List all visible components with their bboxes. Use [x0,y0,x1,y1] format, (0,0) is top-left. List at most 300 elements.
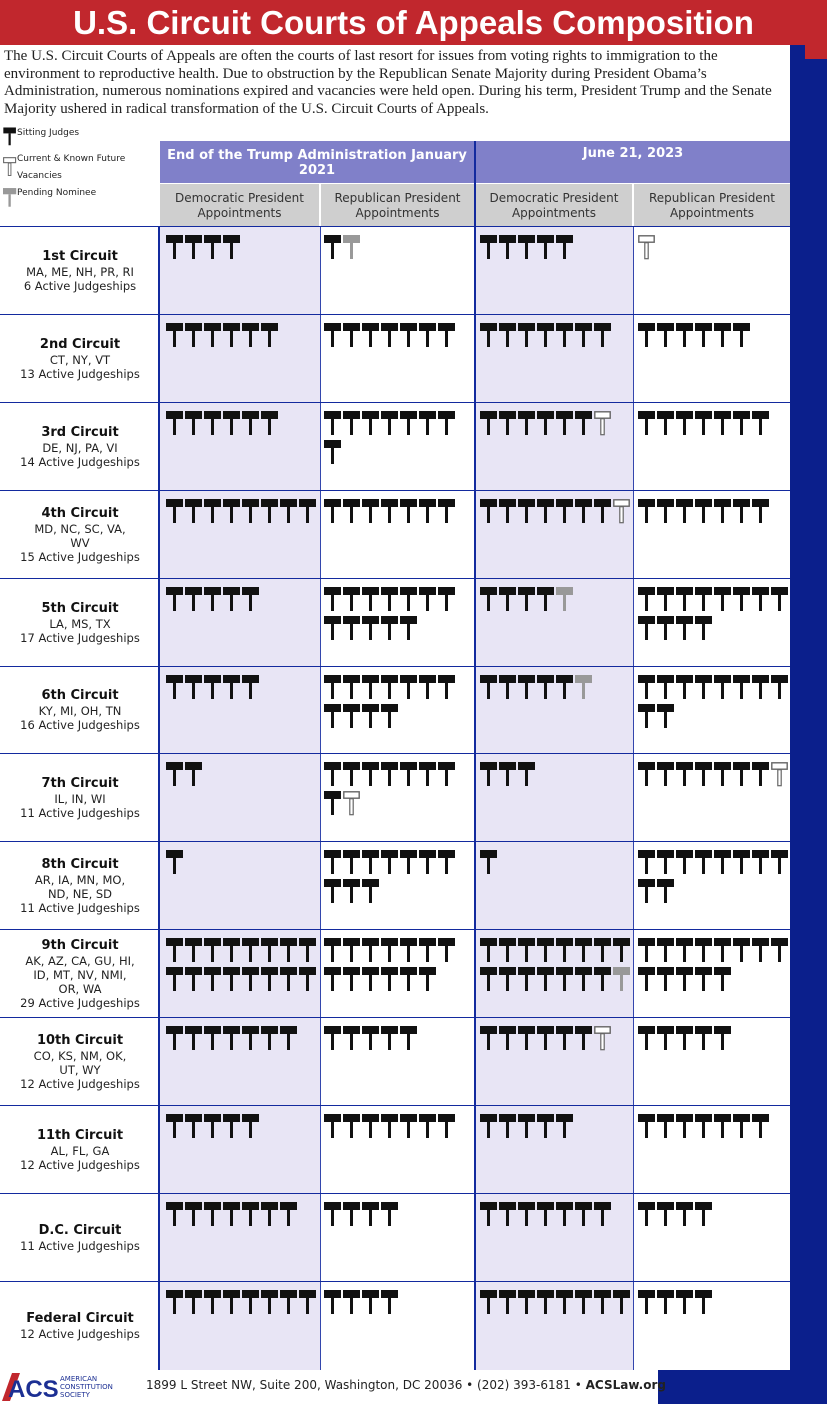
row-separator [0,929,790,930]
sitting-judge-icon [242,1024,260,1051]
sitting-judge-icon [204,1288,222,1315]
pending-nominee-icon [343,233,361,260]
vacancy-icon [771,760,789,787]
header-dem-2021: Democratic President Appointments [160,184,319,227]
sitting-judge-icon [480,965,498,992]
cell-rep-2023 [638,760,790,787]
sitting-judge-icon [166,760,184,787]
vacancy-gavel-icon [3,152,17,183]
sitting-judge-icon [223,321,241,348]
sitting-judge-icon [613,1288,631,1315]
sitting-judge-icon [438,585,456,612]
sitting-judge-icon [537,497,555,524]
sitting-judge-icon [676,965,694,992]
sitting-judge-icon [638,673,656,700]
sitting-judge-icon [343,673,361,700]
sitting-judge-icon [280,965,298,992]
sitting-judge-icon [480,497,498,524]
sitting-judge-icon [556,497,574,524]
header-period-2021: End of the Trump Administration January 2021 [160,141,474,183]
sitting-judge-icon [324,438,342,465]
vacancy-icon [343,789,361,816]
circuit-name: 2nd Circuit [39,336,121,352]
sitting-judge-icon [185,233,203,260]
sitting-judge-icon [695,1112,713,1139]
circuit-states: DE, NJ, PA, VI [42,440,118,455]
sitting-judge-icon [537,233,555,260]
cell-rep-2021 [324,1112,474,1139]
dem-column-shade-2023 [476,227,633,1370]
sitting-judge-icon [204,1112,222,1139]
sitting-judge-icon [638,877,656,904]
sitting-judge-icon [733,1112,751,1139]
cell-rep-2021 [324,1024,474,1051]
cell-dem-2021 [166,848,318,875]
sitting-judge-icon [400,614,418,641]
vacancy-icon [638,233,656,260]
sitting-judge-icon [714,1024,732,1051]
sitting-judge-icon [299,965,317,992]
sitting-judge-icon [381,702,399,729]
sitting-judge-icon [381,1024,399,1051]
sitting-judge-icon [714,673,732,700]
sitting-judge-icon [695,1200,713,1227]
pending-nominee-icon [613,965,631,992]
circuit-judgeships: 12 Active Judgeships [20,1326,140,1341]
sitting-judge-icon [752,409,770,436]
sitting-judge-icon [638,1200,656,1227]
sitting-judge-icon [657,1112,675,1139]
sitting-judge-icon [480,585,498,612]
sitting-judge-icon [261,409,279,436]
circuit-judgeships: 17 Active Judgeships [20,630,140,645]
sitting-judge-icon [657,965,675,992]
circuit-name: 4th Circuit [41,505,119,521]
row-separator [0,1017,790,1018]
sitting-judge-icon [166,233,184,260]
sitting-judge-icon [204,233,222,260]
sitting-judge-icon [324,760,342,787]
sitting-judge-icon [676,497,694,524]
page-title: U.S. Circuit Courts of Appeals Composition [0,0,827,45]
sitting-judge-icon [204,409,222,436]
sitting-judge-icon [537,1112,555,1139]
sitting-judge-icon [381,1112,399,1139]
cell-rep-2021 [324,936,474,992]
sitting-judge-icon [261,1200,279,1227]
circuit-name: 8th Circuit [41,857,119,873]
sitting-judge-icon [299,1288,317,1315]
sitting-judge-icon [166,409,184,436]
sitting-judge-icon [733,409,751,436]
sitting-judge-icon [324,702,342,729]
sitting-judge-icon [575,497,593,524]
sitting-judge-icon [223,936,241,963]
sitting-judge-icon [242,409,260,436]
sitting-judge-icon [362,1112,380,1139]
circuit-states: CT, NY, VT [49,352,111,367]
sitting-judge-icon [575,936,593,963]
sitting-judge-icon [362,877,380,904]
sitting-judge-icon [518,585,536,612]
row-separator [0,753,790,754]
sitting-judge-icon [381,409,399,436]
sitting-judge-icon [400,585,418,612]
circuit-label [0,1128,160,1172]
sitting-judge-icon [518,673,536,700]
sitting-judge-icon [419,936,437,963]
sitting-judge-icon [752,936,770,963]
sitting-judge-icon [556,1288,574,1315]
sitting-judge-icon [185,965,203,992]
sitting-judge-icon [343,965,361,992]
acs-logo-text: AMERICAN CONSTITUTION SOCIETY [60,1375,113,1399]
sitting-judge-icon [343,614,361,641]
header-rep-2021: Republican President Appointments [321,184,474,227]
sitting-judge-icon [324,233,342,260]
sitting-judge-icon [575,1200,593,1227]
sitting-judge-icon [499,321,517,348]
sitting-judge-icon [733,760,751,787]
sitting-judge-icon [280,1200,298,1227]
intro-paragraph: The U.S. Circuit Courts of Appeals are often the courts of last resort for issues from voting rights to immigration to the environment to reproductive health. Due to obstruction by the Republican Senate Majority during President Obama’s Administration, numerous nominations expired and vacancies were held open. During his term, President Trump and the Senate Majority ushered in radical transformation of the U.S. Circuit Courts of Appeals. [4,48,772,117]
sitting-judge-icon [185,1288,203,1315]
cell-dem-2023 [480,585,632,612]
cell-dem-2023 [480,1112,632,1139]
cell-rep-2021 [324,1288,474,1315]
sitting-judge-icon [223,233,241,260]
row-separator [0,841,790,842]
sitting-judge-icon [381,760,399,787]
sitting-judge-icon [419,965,437,992]
cell-dem-2023 [480,1200,632,1227]
sitting-judge-icon [362,848,380,875]
circuit-judgeships: 11 Active Judgeships [20,806,140,821]
sitting-judge-icon [480,848,498,875]
sitting-judge-icon [575,321,593,348]
sitting-judge-icon [480,936,498,963]
sitting-judge-icon [638,585,656,612]
sitting-judge-icon [223,497,241,524]
circuit-name: 1st Circuit [42,248,118,264]
sitting-judge-icon [714,585,732,612]
sitting-judge-icon [556,409,574,436]
sitting-judge-icon [695,673,713,700]
circuit-judgeships: 29 Active Judgeships [20,996,140,1011]
cell-dem-2021 [166,936,318,992]
sitting-judge-icon [556,673,574,700]
sitting-judge-icon [638,321,656,348]
circuit-states: KY, MI, OH, TN [38,704,122,719]
sitting-judge-icon [695,614,713,641]
sitting-judge-icon [638,1288,656,1315]
sitting-judge-icon [400,1024,418,1051]
cell-rep-2021 [324,673,474,729]
sitting-judge-icon [657,673,675,700]
footer-website-link[interactable]: ACSLaw.org [585,1378,666,1392]
sitting-judge-icon [733,585,751,612]
sitting-judge-icon [381,497,399,524]
sitting-judge-icon [343,1200,361,1227]
sitting-judge-icon [480,233,498,260]
sitting-judge-icon [299,497,317,524]
sitting-judge-icon [362,585,380,612]
sitting-judge-icon [400,1112,418,1139]
sitting-judge-icon [362,760,380,787]
sitting-judge-icon [676,1112,694,1139]
sitting-judge-icon [480,673,498,700]
sitting-judge-icon [166,936,184,963]
row-separator [0,1281,790,1282]
sitting-judge-icon [518,1024,536,1051]
sitting-judge-icon [242,1288,260,1315]
sitting-judge-icon [362,409,380,436]
cell-dem-2021 [166,673,318,700]
sitting-judge-icon [242,673,260,700]
vacancy-icon [613,497,631,524]
sitting-judge-icon [676,585,694,612]
sitting-judge-icon [381,936,399,963]
sitting-judge-icon [362,497,380,524]
sitting-judge-icon [714,760,732,787]
sitting-judge-icon [343,497,361,524]
sitting-judge-icon [676,673,694,700]
circuit-name: 11th Circuit [36,1127,124,1143]
cell-rep-2023 [638,497,790,524]
sitting-judge-icon [714,497,732,524]
sitting-judge-icon [657,1200,675,1227]
sitting-judge-icon [223,1112,241,1139]
sitting-judge-icon [381,848,399,875]
row-separator [0,490,790,491]
circuit-states: LA, MS, TX [49,616,111,631]
sitting-judge-icon [419,1112,437,1139]
sitting-judge-icon [419,409,437,436]
sitting-judge-icon [499,760,517,787]
sitting-judge-icon [400,409,418,436]
sitting-judge-icon [695,760,713,787]
circuit-label [0,425,160,469]
pending-nominee-icon [556,585,574,612]
sitting-judge-icon [185,936,203,963]
sitting-judge-icon [381,673,399,700]
sitting-judge-icon [676,409,694,436]
sitting-judge-icon [695,965,713,992]
cell-rep-2023 [638,409,790,436]
composition-grid [0,140,790,1370]
sitting-judge-icon [438,409,456,436]
circuit-states: AR, IA, MN, MO, ND, NE, SD [34,873,126,902]
sitting-judge-icon [518,497,536,524]
sitting-judge-icon [204,1200,222,1227]
sitting-judge-icon [771,848,789,875]
sitting-judge-icon [400,760,418,787]
sitting-judge-icon [438,936,456,963]
sitting-judge-icon [480,321,498,348]
sitting-judge-icon [676,936,694,963]
sitting-judge-icon [185,1200,203,1227]
sitting-judge-icon [657,321,675,348]
sitting-judge-icon [185,497,203,524]
sitting-judge-icon [499,233,517,260]
sitting-judge-icon [343,321,361,348]
sitting-judge-icon [261,1288,279,1315]
circuit-label [0,857,160,915]
sitting-judge-icon [362,1200,380,1227]
sitting-judge-icon [185,409,203,436]
sitting-judge-icon [676,1288,694,1315]
sitting-judge-icon [556,1024,574,1051]
sitting-judge-icon [166,1200,184,1227]
sitting-judge-icon [657,877,675,904]
sitting-judge-icon [714,965,732,992]
circuit-name: 9th Circuit [41,938,119,954]
circuit-judgeships: 12 Active Judgeships [20,1157,140,1172]
sitting-judge-icon [324,585,342,612]
sitting-judge-icon [204,321,222,348]
circuit-label [0,688,160,732]
circuit-name: 7th Circuit [41,776,119,792]
sitting-judge-icon [499,1024,517,1051]
sitting-judge-icon [223,673,241,700]
sitting-judge-icon [185,585,203,612]
sitting-judge-icon [362,702,380,729]
cell-dem-2023 [480,321,632,348]
sitting-judge-icon [594,965,612,992]
cell-rep-2023 [638,1112,790,1139]
sitting-judge-icon [261,965,279,992]
sitting-judge-icon [695,848,713,875]
sitting-judge-icon [324,497,342,524]
sitting-judge-icon [676,614,694,641]
row-separator [0,1193,790,1194]
sitting-judge-icon [657,409,675,436]
sitting-judge-icon [185,760,203,787]
circuit-states: AK, AZ, CA, GU, HI, ID, MT, NV, NMI, OR, WA [25,954,135,997]
sitting-judge-icon [752,673,770,700]
cell-rep-2021 [324,1200,474,1227]
row-separator [0,226,790,227]
circuit-name: 3rd Circuit [41,424,119,440]
sitting-judge-icon [185,1024,203,1051]
cell-dem-2021 [166,409,318,436]
sitting-judge-icon [343,848,361,875]
sitting-judge-icon [419,760,437,787]
sitting-judge-icon [518,1288,536,1315]
sitting-judge-icon [714,409,732,436]
sitting-judge-icon [280,936,298,963]
sitting-judge-icon [613,936,631,963]
sitting-judge-icon [343,409,361,436]
sitting-judge-icon [695,497,713,524]
side-accent-bar [790,45,827,1370]
sitting-judge-icon [438,673,456,700]
sitting-judge-icon [480,1112,498,1139]
circuit-name: 10th Circuit [36,1033,124,1049]
sitting-judge-icon [185,321,203,348]
sitting-judge-icon [752,760,770,787]
circuit-states: MA, ME, NH, PR, RI [26,264,134,279]
sitting-judge-icon [204,965,222,992]
sitting-judge-icon [438,1112,456,1139]
sitting-judge-icon [362,965,380,992]
sitting-judge-icon [638,702,656,729]
cell-dem-2021 [166,1112,318,1139]
sitting-judge-icon [381,965,399,992]
sitting-judge-icon [695,1288,713,1315]
sitting-judge-icon [575,965,593,992]
row-separator [0,1105,790,1106]
sitting-judge-icon [166,848,184,875]
sitting-judge-icon [638,1112,656,1139]
sitting-judge-icon [362,673,380,700]
sitting-judge-icon [657,1024,675,1051]
row-separator [0,314,790,315]
circuit-label [0,776,160,820]
cell-dem-2021 [166,1024,318,1051]
sitting-judge-icon [518,409,536,436]
sitting-judge-icon [733,673,751,700]
circuit-label [0,506,160,564]
sitting-judge-icon [537,585,555,612]
cell-dem-2023 [480,497,632,524]
sitting-judge-icon [400,497,418,524]
sitting-judge-icon [499,585,517,612]
sitting-judge-icon [324,614,342,641]
cell-dem-2021 [166,1200,318,1227]
sitting-judge-icon [204,936,222,963]
sitting-judge-icon [166,1024,184,1051]
sitting-judge-icon [381,585,399,612]
cell-rep-2021 [324,233,474,260]
sitting-judge-icon [280,1288,298,1315]
sitting-judge-icon [419,497,437,524]
cell-rep-2021 [324,760,474,816]
sitting-judge-icon [638,497,656,524]
dem-column-shade-2021 [160,227,320,1370]
sitting-judge-icon [752,1112,770,1139]
sitting-judge-icon [343,1112,361,1139]
sitting-judge-icon [324,965,342,992]
sitting-judge-icon [166,321,184,348]
sitting-judge-icon [695,1024,713,1051]
circuit-label [0,249,160,293]
sitting-judge-icon [242,1112,260,1139]
sitting-judge-icon [480,409,498,436]
sitting-judge-icon [657,936,675,963]
sitting-judge-icon [480,1200,498,1227]
sitting-judge-icon [499,1288,517,1315]
cell-rep-2021 [324,585,474,641]
sitting-judge-icon [166,673,184,700]
sitting-judge-icon [324,409,342,436]
sitting-judge-icon [185,1112,203,1139]
circuit-label [0,938,160,1010]
sitting-judge-icon [324,877,342,904]
sitting-judge-icon [638,848,656,875]
sitting-judge-icon [324,1024,342,1051]
sitting-judge-icon [223,965,241,992]
grid-line-v4 [633,227,634,1370]
sitting-judge-icon [381,1288,399,1315]
sitting-judge-icon [242,321,260,348]
sitting-judge-icon [575,1288,593,1315]
sitting-judge-icon [223,1200,241,1227]
sitting-judge-icon [676,760,694,787]
cell-dem-2021 [166,497,318,524]
sitting-judge-icon [594,321,612,348]
cell-rep-2023 [638,1288,790,1315]
